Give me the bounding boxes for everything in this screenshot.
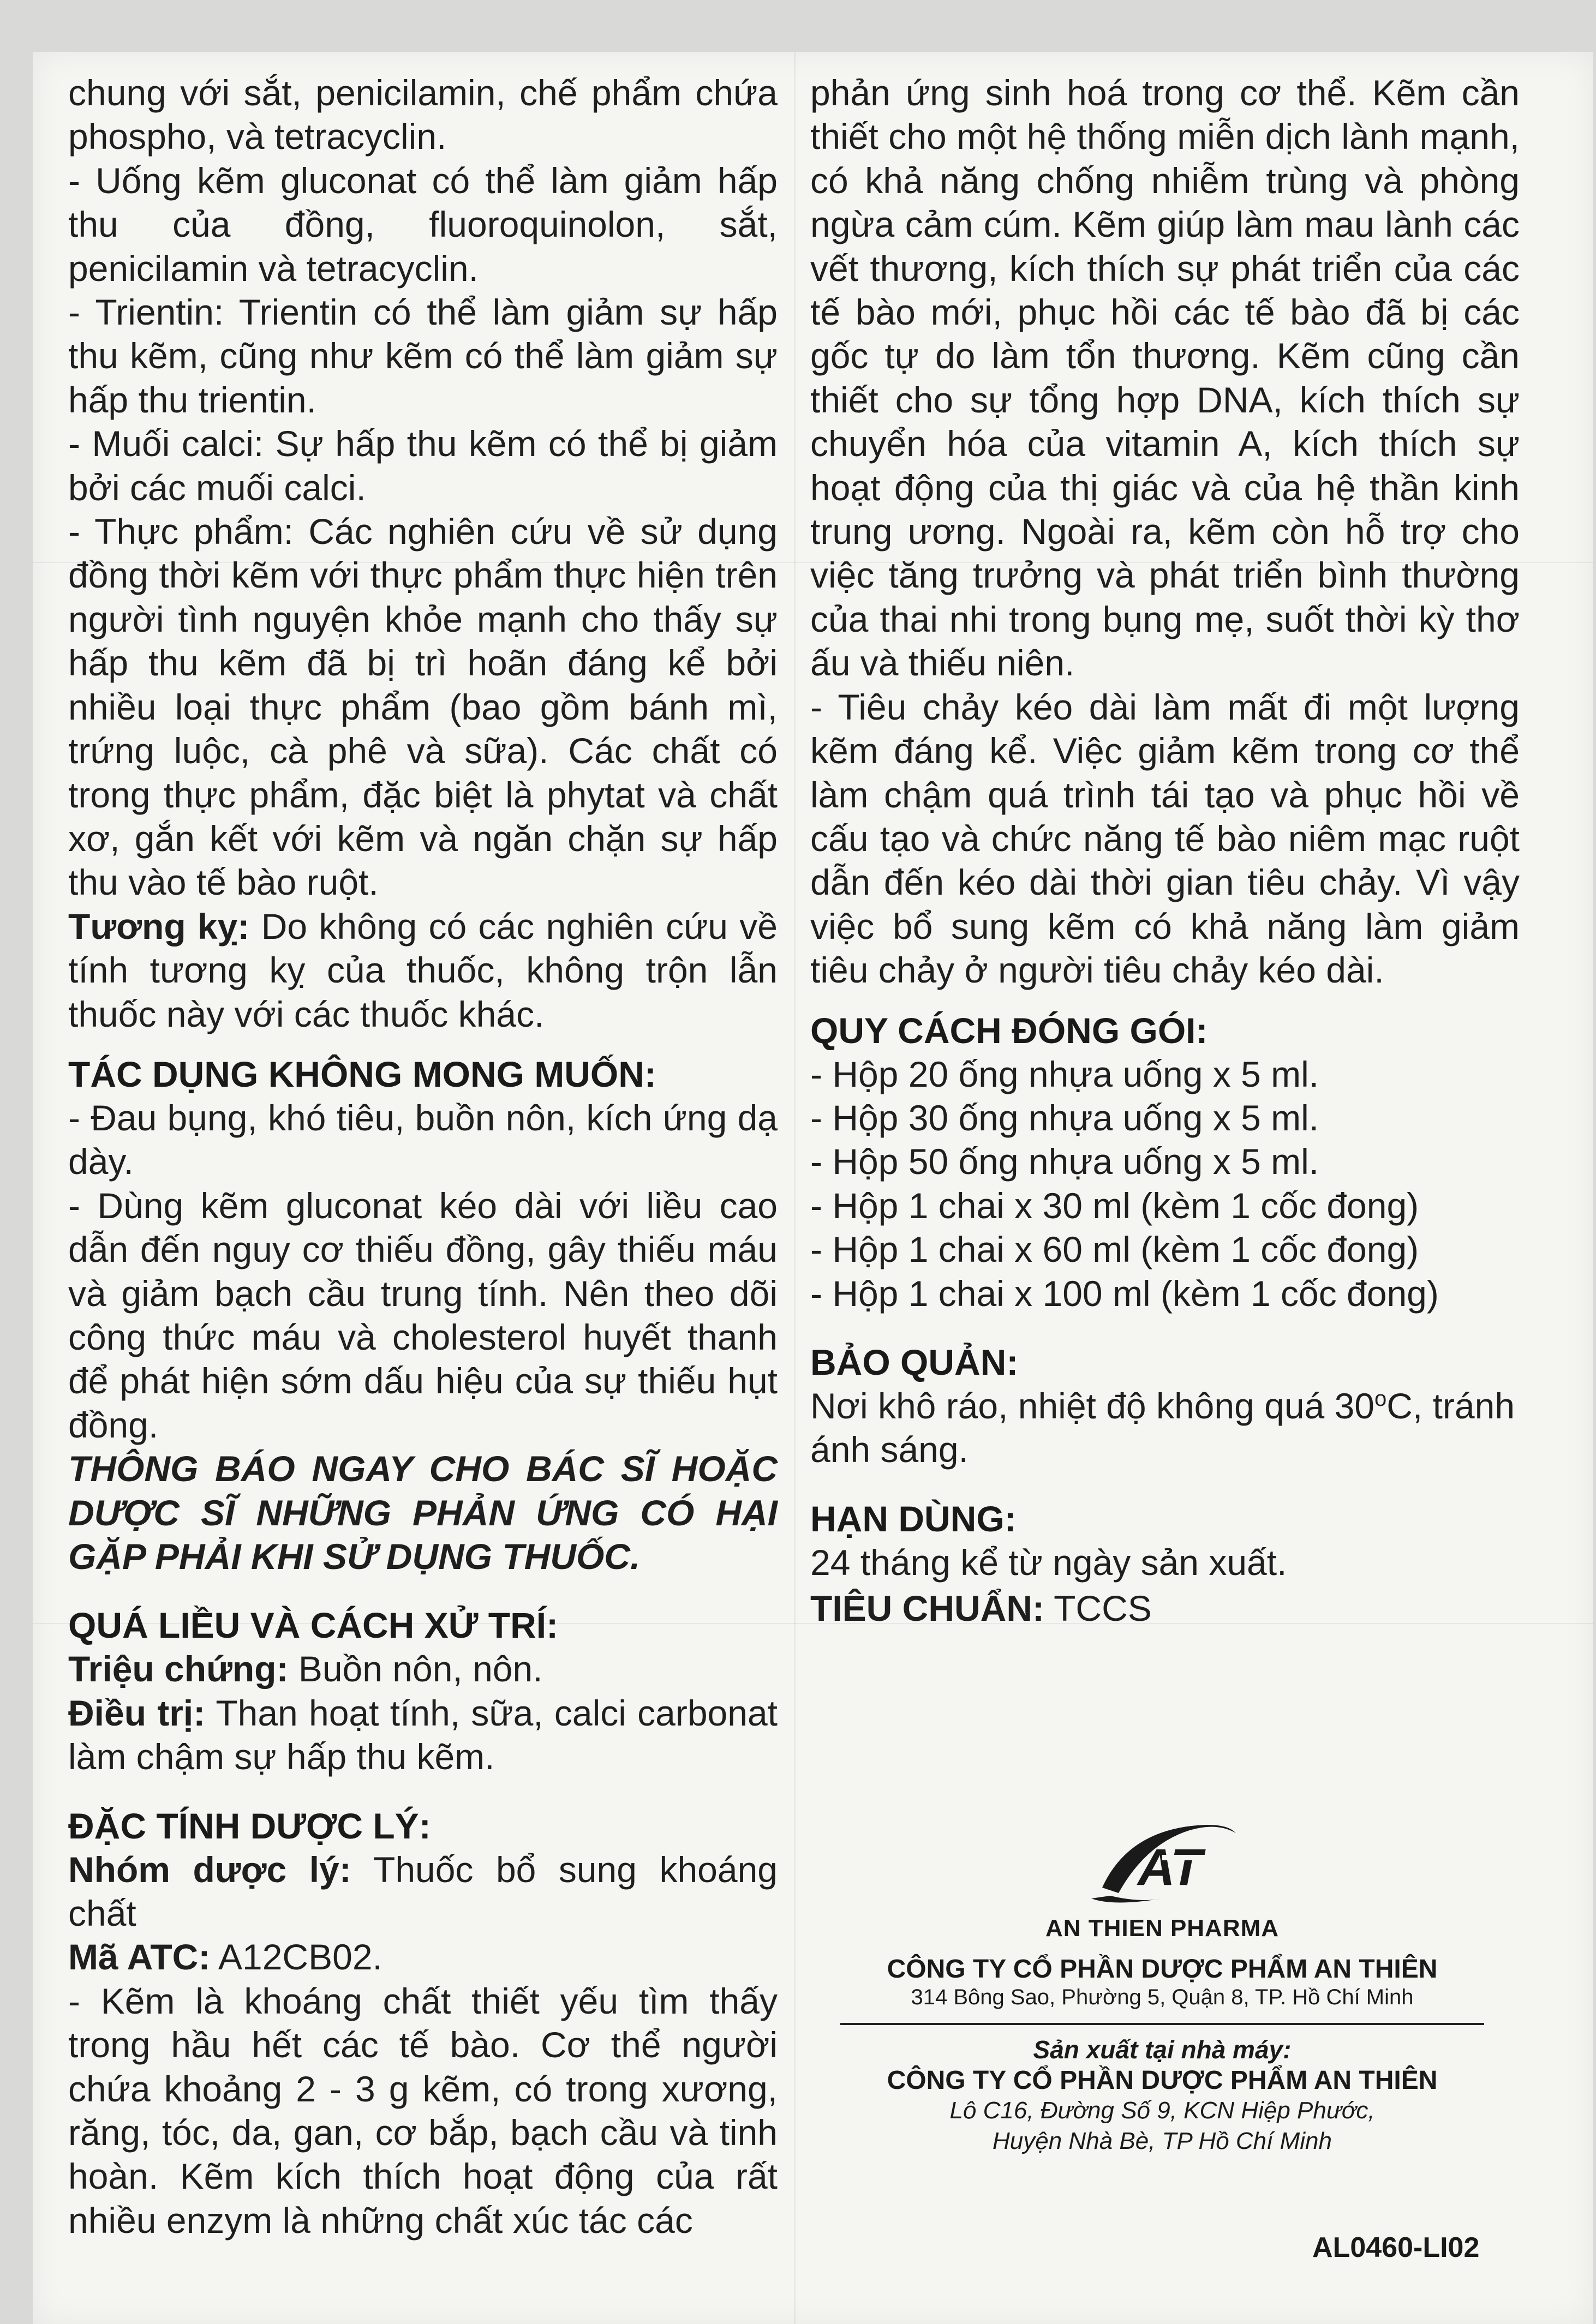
storage-text: [810, 1384, 1520, 1472]
svg-text:T: T: [1170, 1838, 1203, 1896]
compatibility-paragraph: [68, 905, 778, 1036]
divider: [840, 2023, 1484, 2025]
packaging-item: - Hộp 20 ống nhựa uống x 5 ml.: [810, 1053, 1319, 1094]
document-code: AL0460-LI02: [1312, 2232, 1480, 2263]
standard-text: TCCS: [1044, 1588, 1152, 1629]
pharm-group-text: Thuốc bổ sung khoáng chất: [68, 1849, 778, 1934]
overdose-heading: QUÁ LIỀU VÀ CÁCH XỬ TRÍ:: [68, 1605, 559, 1646]
symptoms-text: Buồn nôn, nôn.: [288, 1649, 543, 1690]
factory-address-line: Lô C16, Đường Số 9, KCN Hiệp Phước,: [949, 2097, 1375, 2124]
packaging-list: [810, 1052, 1520, 1315]
pharm-group-paragraph: [68, 1848, 778, 1936]
packaging-item: - Hộp 1 chai x 30 ml (kèm 1 cốc đong): [810, 1185, 1419, 1226]
factory-name: CÔNG TY CỔ PHẦN DƯỢC PHẨM AN THIÊN: [887, 2066, 1438, 2095]
right-column: [810, 71, 1520, 1631]
treatment-label: Điều trị:: [68, 1692, 206, 1733]
atc-text: A12CB02.: [210, 1937, 382, 1978]
compatibility-label: Tương kỵ:: [68, 906, 250, 947]
svg-text:A: A: [1138, 1838, 1175, 1896]
atc-paragraph: [68, 1935, 778, 1979]
packaging-item: - Hộp 1 chai x 100 ml (kèm 1 cốc đong): [810, 1273, 1439, 1314]
packaging-item: - Hộp 1 chai x 60 ml (kèm 1 cốc đong): [810, 1229, 1419, 1270]
left-column: [68, 71, 778, 2242]
zinc-role-paragraph: phản ứng sinh hoá trong cơ thể. Kẽm cần thiết cho một hệ thống miễn dịch lành mạnh, có khả năng chống nhiễm trùng và phòng ngừa cảm cúm. Kẽm giúp làm mau lành các vết thương, kích thích sự phát triển của các tế bào mới, phục hồi các tế bào đã bị các gốc tự do làm tổn thương. Kẽm cũng cần thiết cho sự tổng hợp DNA, kích thích sự chuyển hóa của vitamin A, kích thích sự hoạt động của thị giác và của hệ thần kinh trung ương. Ngoài ra, kẽm còn hỗ trợ cho việc tăng trưởng và phát triển bình thường của thai nhi trong bụng mẹ, suốt thời kỳ thơ ấu và thiếu niên.: [810, 73, 1520, 684]
expiry-heading: HẠN DÙNG:: [810, 1498, 1017, 1539]
interaction-paragraph: chung với sắt, penicilamin, chế phẩm chứa phospho, và tetracyclin.: [68, 73, 778, 157]
side-effect-item: - Đau bụng, khó tiêu, buồn nôn, kích ứng dạ dày.: [68, 1097, 778, 1182]
fold-line: [794, 52, 796, 2324]
treatment-paragraph: [68, 1691, 778, 1779]
standard-paragraph: [810, 1586, 1520, 1630]
symptoms-label: Triệu chứng:: [68, 1649, 289, 1690]
pharmacology-heading: ĐẶC TÍNH DƯỢC LÝ:: [68, 1805, 431, 1846]
degree-sup: o: [1374, 1386, 1387, 1411]
pharm-group-label: Nhóm dược lý:: [68, 1849, 351, 1890]
storage-heading: BẢO QUẢN:: [810, 1341, 1019, 1382]
company-address: 314 Bông Sao, Phường 5, Quận 8, TP. Hồ Chí Minh: [911, 1985, 1414, 2009]
at-logo-icon: [1080, 1806, 1244, 1915]
brand-name: AN THIEN PHARMA: [1045, 1915, 1280, 1942]
factory-address-line: Huyện Nhà Bè, TP Hồ Chí Minh: [993, 2128, 1332, 2154]
side-effects-heading: TÁC DỤNG KHÔNG MONG MUỐN:: [68, 1053, 656, 1094]
symptoms-paragraph: [68, 1647, 778, 1691]
interaction-paragraph: - Uống kẽm gluconat có thể làm giảm hấp thu của đồng, fluoroquinolon, sắt, penicilamin và tetracyclin.: [68, 160, 778, 289]
storage-text-part: Nơi khô ráo, nhiệt độ không quá 30: [810, 1385, 1374, 1426]
atc-label: Mã ATC:: [68, 1937, 211, 1978]
standard-label: TIÊU CHUẨN:: [810, 1588, 1044, 1629]
side-effect-item: - Dùng kẽm gluconat kéo dài với liều cao dẫn đến nguy cơ thiếu đồng, gây thiếu máu và giảm bạch cầu trung tính. Nên theo dõi công thức máu và cholesterol huyết thanh để phát hiện sớm dấu hiệu của sự thiếu hụt đồng.: [68, 1185, 778, 1445]
packaging-item: - Hộp 50 ống nhựa uống x 5 ml.: [810, 1141, 1319, 1182]
made-at-label: Sản xuất tại nhà máy:: [1033, 2035, 1292, 2064]
compatibility-text: Do không có các nghiên cứu về tính tương kỵ của thuốc, không trộn lẫn thuốc này với các thuốc khác.: [68, 906, 778, 1034]
warning-notice: THÔNG BÁO NGAY CHO BÁC SĨ HOẶC DƯỢC SĨ NHỮNG PHẢN ỨNG CÓ HẠI GẶP PHẢI KHI SỬ DỤNG THUỐC.: [68, 1448, 778, 1577]
zinc-paragraph: - Kẽm là khoáng chất thiết yếu tìm thấy trong hầu hết các tế bào. Cơ thể người chứa khoảng 2 - 3 g kẽm, có trong xương, răng, tóc, da, gan, cơ bắp, bạch cầu và tinh hoàn. Kẽm kích thích hoạt động của rất nhiều enzym là những chất xúc tác các: [68, 1980, 778, 2241]
expiry-text: 24 tháng kể từ ngày sản xuất.: [810, 1542, 1287, 1583]
packaging-item: - Hộp 30 ống nhựa uống x 5 ml.: [810, 1097, 1319, 1138]
storage-text-part: C, tránh ánh sáng.: [810, 1385, 1515, 1470]
diarrhea-paragraph: - Tiêu chảy kéo dài làm mất đi một lượng kẽm đáng kể. Việc giảm kẽm trong cơ thể làm chậm quá trình tái tạo và phục hồi về cấu tạo và chức năng tế bào niêm mạc ruột dẫn đến kéo dài thời gian tiêu chảy. Vì vậy việc bổ sung kẽm có khả năng làm giảm tiêu chảy ở người tiêu chảy kéo dài.: [810, 686, 1520, 991]
interaction-paragraph: - Thực phẩm: Các nghiên cứu về sử dụng đồng thời kẽm với thực phẩm thực hiện trên người tình nguyện khỏe mạnh cho thấy sự hấp thu kẽm đã bị trì hoãn đáng kể bởi nhiều loại thực phẩm (bao gồm bánh mì, trứng luộc, cà phê và sữa). Các chất có trong thực phẩm, đặc biệt là phytat và chất xơ, gắn kết với kẽm và ngăn chặn sự hấp thu vào tế bào ruột.: [68, 511, 778, 903]
packaging-heading: QUY CÁCH ĐÓNG GÓI:: [810, 1010, 1208, 1051]
company-name: CÔNG TY CỔ PHẦN DƯỢC PHẨM AN THIÊN: [887, 1955, 1438, 1984]
treatment-text: Than hoạt tính, sữa, calci carbonat làm chậm sự hấp thu kẽm.: [68, 1692, 778, 1777]
interaction-paragraph: - Muối calci: Sự hấp thu kẽm có thể bị giảm bởi các muối calci.: [68, 423, 778, 508]
manufacturer-block: [840, 1806, 1484, 2157]
interaction-paragraph: - Trientin: Trientin có thể làm giảm sự hấp thu kẽm, cũng như kẽm có thể làm giảm sự hấp thu trientin.: [68, 292, 778, 420]
